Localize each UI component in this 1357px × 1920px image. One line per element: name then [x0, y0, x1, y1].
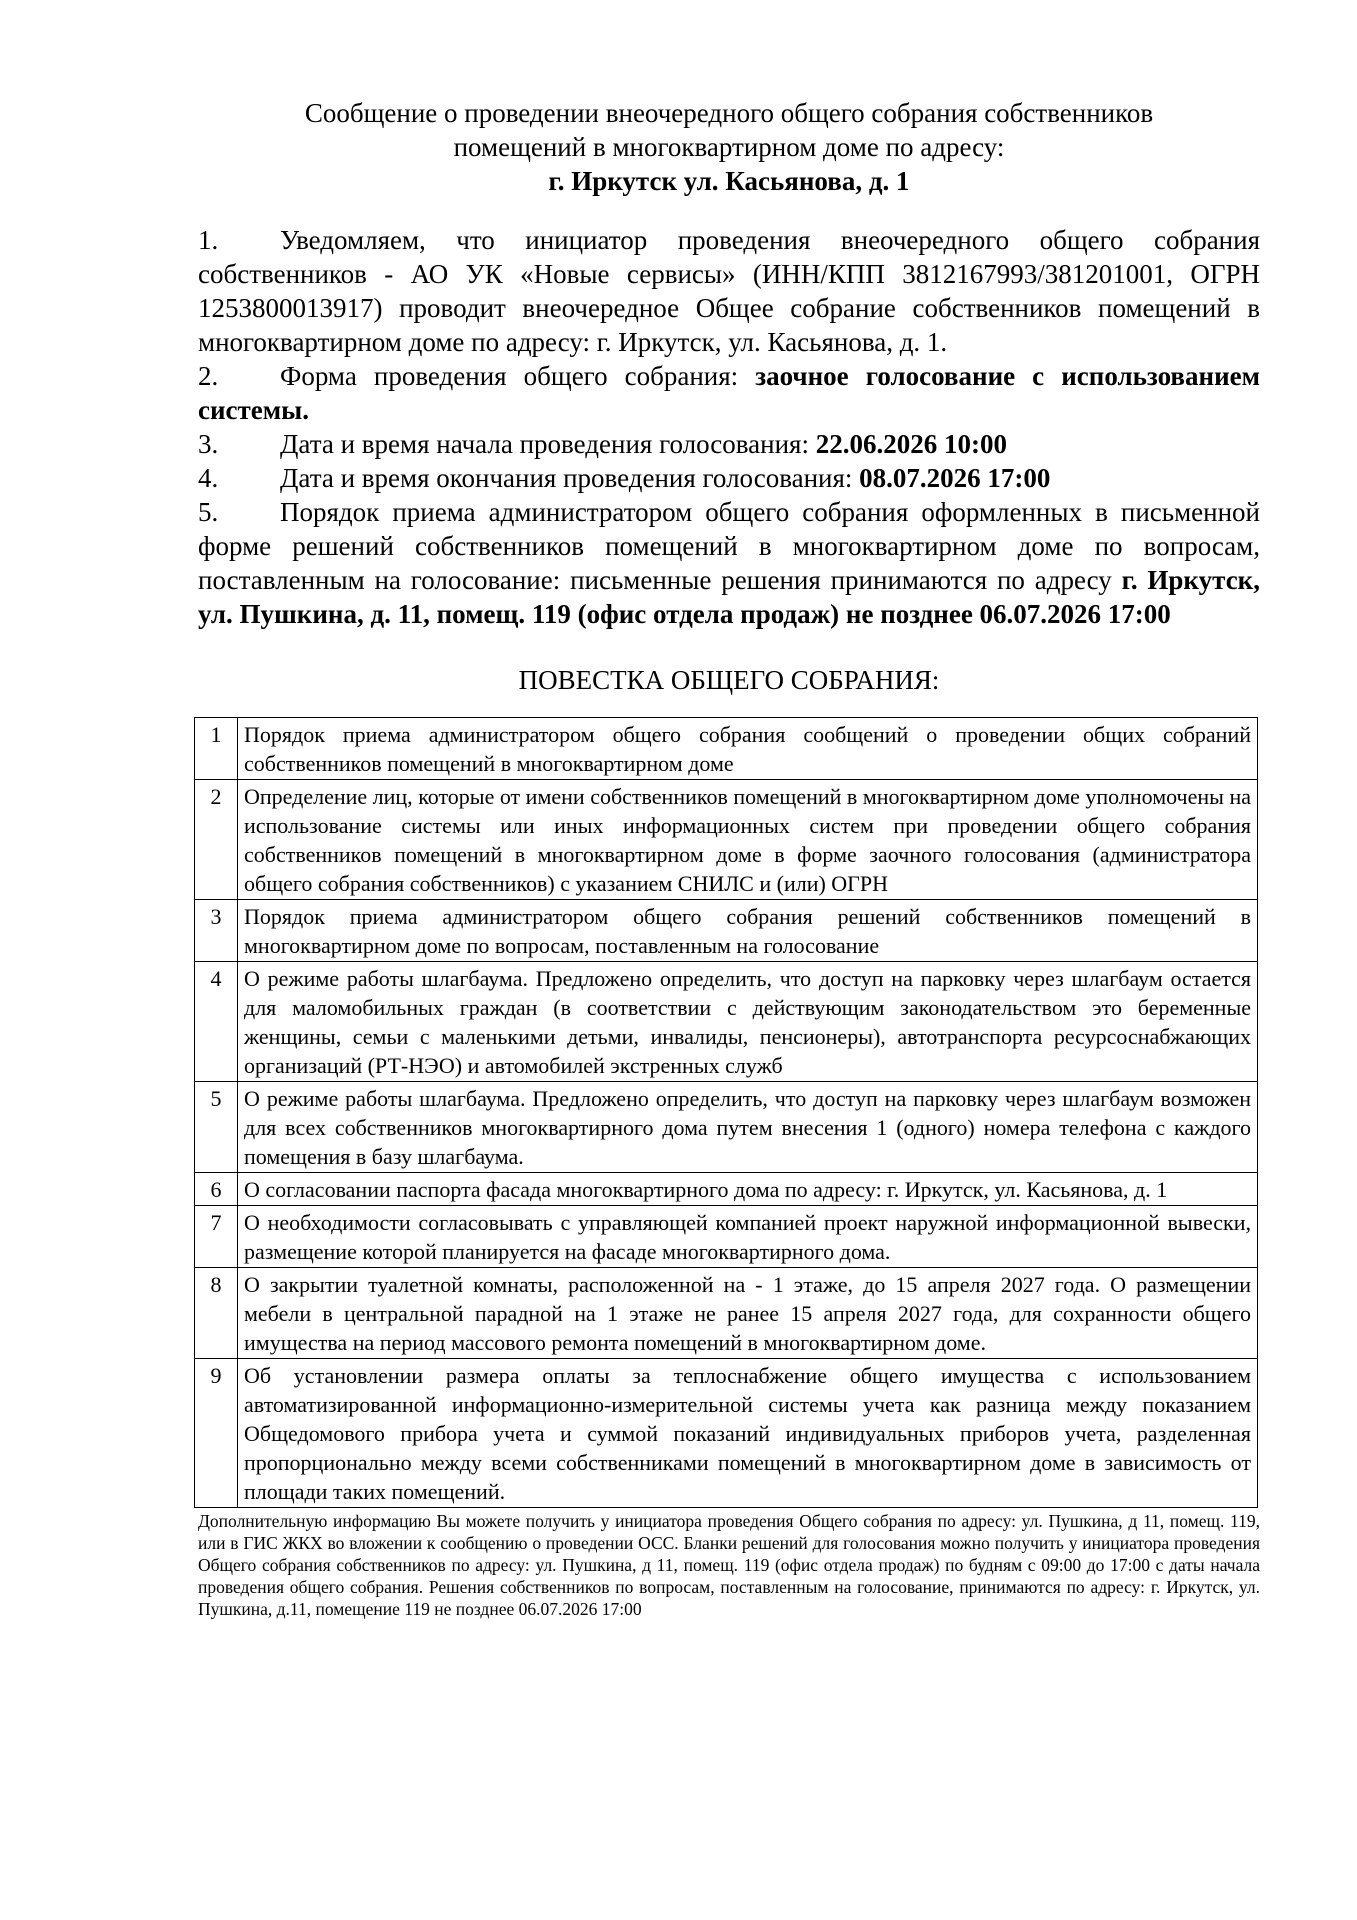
footer-note: Дополнительную информацию Вы можете получить у инициатора проведения Общего собрания по адресу: ул. Пушкина, д 11, помещ. 119, или в ГИС ЖКХ во вложении к сообщению о проведении ОСС. Бланки решений для голосования можно получить у инициатора проведения Общего собрания собственников по адресу: ул. Пушкина, д 11, помещ. 119 (офис отдела продаж) по будням с 09:00 до 17:00 с даты начала проведения общего собрания. Решения собственников по вопросам, поставленным на голосование, принимаются по адресу: г. Иркутск, ул. Пушкина, д.11, помещение 119 не позднее 06.07.2026 17:00 [198, 1511, 1260, 1619]
notice-item-4: 4. Дата и время окончания проведения голосования: 08.07.2026 17:00 [198, 463, 1051, 493]
table-row: 7 О необходимости согласовывать с управляющей компанией проект наружной информационной вывески, размещение которой планируется на фасаде многоквартирного дома. [195, 1206, 1258, 1268]
header-address: г. Иркутск ул. Касьянова, д. 1 [548, 166, 910, 196]
document-header [198, 96, 1260, 198]
agenda-title: ПОВЕСТКА ОБЩЕГО СОБРАНИЯ: [518, 665, 940, 695]
table-row: 3 Порядок приема администратором общего собрания решений собственников помещений в многоквартирном доме по вопросам, поставленным на голосование [195, 900, 1258, 962]
notice-item-5: 5. Порядок приема администратором общего собрания оформленных в письменной форме решений собственников помещений в многоквартирном доме по вопросам, поставленным на голосование: письменные решения принимаются по адресу г. Иркутск, ул. Пушкина, д. 11, помещ. 119 (офис отдела продаж) не позднее 06.07.2026 17:00 [198, 497, 1260, 629]
notice-item-1: 1. Уведомляем, что инициатор проведения внеочередного общего собрания собственников - АО УК «Новые сервисы» (ИНН/КПП 3812167993/381201001, ОГРН 1253800013917) проводит внеочередное Общее собрание собственников помещений в многоквартирном доме по адресу: г. Иркутск, ул. Касьянова, д. 1. [198, 225, 1260, 357]
agenda-table [194, 717, 1258, 1508]
table-row: 4 О режиме работы шлагбаума. Предложено определить, что доступ на парковку через шлагбаум остается для маломобильных граждан (в соответствии с действующим законодательством это беременные женщины, семьи с маленькими детьми, инвалиды, пенсионеры), автотранспорта ресурсоснабжающих организаций (РТ-НЭО) и автомобилей экстренных служб [195, 962, 1258, 1082]
notice-item-2: 2. Форма проведения общего собрания: заочное голосование с использованием системы. [198, 361, 1260, 425]
table-row: 9 Об установлении размера оплаты за теплоснабжение общего имущества с использованием автоматизированной информационно-измерительной системы учета как разница между показанием Общедомового прибора учета и суммой показаний индивидуальных приборов учета, разделенная пропорционально между всеми собственниками помещений в многоквартирном доме в зависимость от площади таких помещений. [195, 1359, 1258, 1508]
header-line-2: помещений в многоквартирном доме по адресу: [453, 132, 1005, 162]
table-row: 2 Определение лиц, которые от имени собственников помещений в многоквартирном доме уполномочены на использование системы или иных информационных систем при проведении общего собрания собственников помещений в многоквартирном доме в форме заочного голосования (администратора общего собрания собственников) с указанием СНИЛС и (или) ОГРН [195, 780, 1258, 900]
table-row: 5 О режиме работы шлагбаума. Предложено определить, что доступ на парковку через шлагбаум возможен для всех собственников многоквартирного дома путем внесения 1 (одного) номера телефона с каждого помещения в базу шлагбаума. [195, 1082, 1258, 1173]
document-page [198, 96, 1260, 1620]
notice-items [198, 223, 1260, 631]
table-row: 8 О закрытии туалетной комнаты, расположенной на - 1 этаже, до 15 апреля 2027 года. О размещении мебели в центральной парадной на 1 этаже не ранее 15 апреля 2027 года, для сохранности общего имущества на период массового ремонта помещений в многоквартирном доме. [195, 1268, 1258, 1359]
notice-item-3: 3. Дата и время начала проведения голосования: 22.06.2026 10:00 [198, 429, 1007, 459]
table-row: 1 Порядок приема администратором общего собрания сообщений о проведении общих собраний собственников помещений в многоквартирном доме [195, 718, 1258, 780]
table-row: 6 О согласовании паспорта фасада многоквартирного дома по адресу: г. Иркутск, ул. Касьянова, д. 1 [195, 1173, 1258, 1206]
header-line-1: Сообщение о проведении внеочередного общего собрания собственников [304, 98, 1154, 128]
